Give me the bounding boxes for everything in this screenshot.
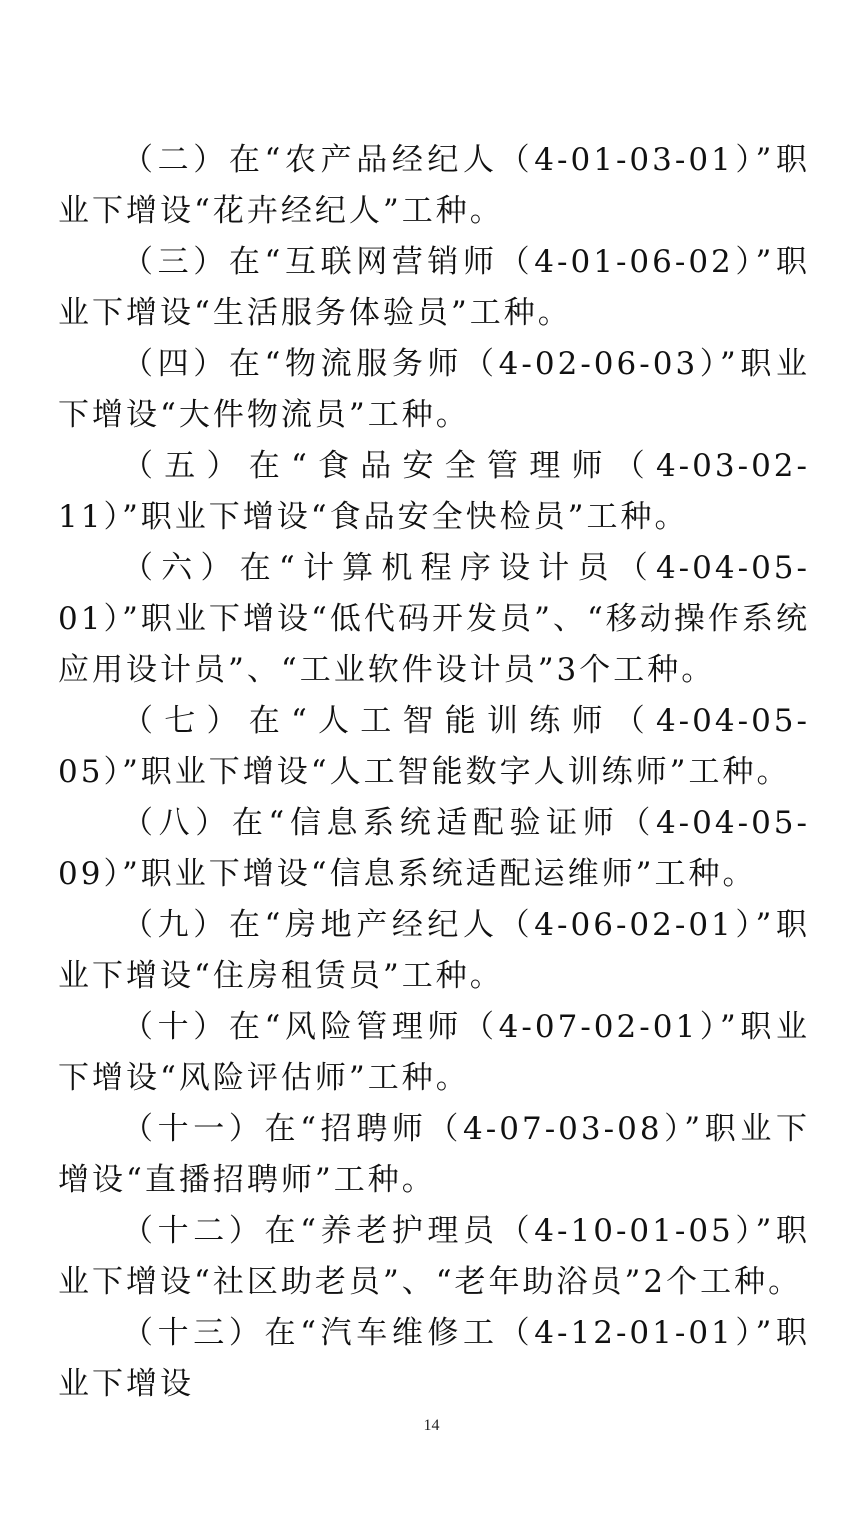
paragraph-item-5: （五）在“食品安全管理师（4-03-02-11）”职业下增设“食品安全快检员”工种。 <box>58 448 810 535</box>
body-text <box>58 135 810 1410</box>
paragraph-item-7: （七）在“人工智能训练师（4-04-05-05）”职业下增设“人工智能数字人训练师”工种。 <box>58 703 810 790</box>
paragraph-item-10: （十）在“风险管理师（4-07-02-01）”职业下增设“风险评估师”工种。 <box>58 1009 810 1096</box>
paragraph-item-2: （二）在“农产品经纪人（4-01-03-01）”职业下增设“花卉经纪人”工种。 <box>58 142 810 229</box>
paragraph-item-9: （九）在“房地产经纪人（4-06-02-01）”职业下增设“住房租赁员”工种。 <box>58 907 810 994</box>
paragraph-item-6: （六）在“计算机程序设计员（4-04-05-01）”职业下增设“低代码开发员”、“移动操作系统应用设计员”、“工业软件设计员”3个工种。 <box>58 550 810 688</box>
paragraph-item-12: （十二）在“养老护理员（4-10-01-05）”职业下增设“社区助老员”、“老年助浴员”2个工种。 <box>58 1213 810 1300</box>
paragraph-item-13: （十三）在“汽车维修工（4-12-01-01）”职业下增设 <box>58 1315 810 1402</box>
paragraph-item-3: （三）在“互联网营销师（4-01-06-02）”职业下增设“生活服务体验员”工种。 <box>58 244 810 331</box>
page-number: 14 <box>423 1417 440 1434</box>
paragraph-item-11: （十一）在“招聘师（4-07-03-08）”职业下增设“直播招聘师”工种。 <box>58 1111 810 1198</box>
paragraph-item-4: （四）在“物流服务师（4-02-06-03）”职业下增设“大件物流员”工种。 <box>58 346 810 433</box>
paragraph-item-8: （八）在“信息系统适配验证师（4-04-05-09）”职业下增设“信息系统适配运维师”工种。 <box>58 805 810 892</box>
